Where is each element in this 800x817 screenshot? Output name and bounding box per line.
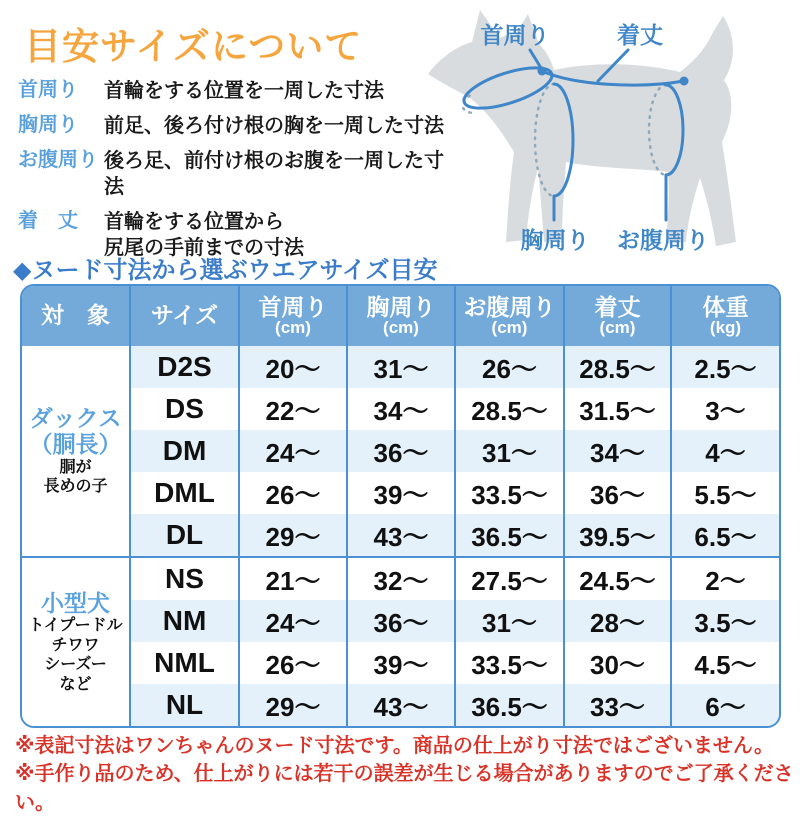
table-row xyxy=(22,557,779,600)
size-cell: NL xyxy=(130,684,239,726)
value-cell: 26〜 xyxy=(239,642,347,684)
value-cell: 24.5〜 xyxy=(564,557,671,600)
note-line: ※手作り品のため、仕上がりには若干の誤差が生じる場合がありますのでご了承ください。 xyxy=(15,763,794,814)
value-cell: 29〜 xyxy=(239,514,347,557)
table-header-row xyxy=(22,286,779,346)
dog-silhouette-image xyxy=(428,10,736,246)
value-cell: 2〜 xyxy=(671,557,779,600)
definition-row-neck xyxy=(18,78,448,104)
value-cell: 22〜 xyxy=(239,388,347,430)
back-length-start-dot xyxy=(538,67,547,76)
header-weight: 体重 (kg) xyxy=(671,286,779,346)
value-cell: 2.5〜 xyxy=(671,346,779,388)
value-cell: 36.5〜 xyxy=(455,684,564,726)
size-cell: NM xyxy=(130,600,239,642)
value-cell: 5.5〜 xyxy=(671,472,779,514)
table-row xyxy=(22,430,779,472)
definition-term: 首周り xyxy=(18,79,78,101)
value-cell: 36.5〜 xyxy=(455,514,564,557)
value-cell: 24〜 xyxy=(239,430,347,472)
size-table-title: ◆ヌード寸法から選ぶウエアサイズ目安 xyxy=(13,257,438,284)
value-cell: 6〜 xyxy=(671,684,779,726)
table-row xyxy=(22,514,779,557)
definition-desc-line1: 首輪をする位置から xyxy=(104,211,284,233)
table-row xyxy=(22,600,779,642)
value-cell: 39.5〜 xyxy=(564,514,671,557)
value-cell: 31〜 xyxy=(455,430,564,472)
value-cell: 28.5〜 xyxy=(564,346,671,388)
value-cell: 31〜 xyxy=(347,346,455,388)
value-cell: 31〜 xyxy=(455,600,564,642)
value-cell: 20〜 xyxy=(239,346,347,388)
definition-row-chest xyxy=(18,113,448,139)
value-cell: 27.5〜 xyxy=(455,557,564,600)
value-cell: 33〜 xyxy=(564,684,671,726)
definition-desc: 後ろ足、前付け根のお腹を一周した寸法 xyxy=(104,150,444,198)
back-length-label: 着丈 xyxy=(617,22,663,48)
value-cell: 36〜 xyxy=(347,600,455,642)
value-cell: 3〜 xyxy=(671,388,779,430)
measurement-definitions xyxy=(18,78,448,270)
value-cell: 30〜 xyxy=(564,642,671,684)
value-cell: 26〜 xyxy=(455,346,564,388)
value-cell: 28〜 xyxy=(564,600,671,642)
header-target: 対 象 xyxy=(22,286,130,346)
value-cell: 24〜 xyxy=(239,600,347,642)
header-neck: 首周り (cm) xyxy=(239,286,347,346)
value-cell: 29〜 xyxy=(239,684,347,726)
size-cell: NML xyxy=(130,642,239,684)
table-row xyxy=(22,388,779,430)
value-cell: 39〜 xyxy=(347,472,455,514)
definition-desc: 首輪をする位置を一周した寸法 xyxy=(104,80,384,102)
table-row xyxy=(22,684,779,726)
header-belly: お腹周り (cm) xyxy=(455,286,564,346)
value-cell: 36〜 xyxy=(347,430,455,472)
table-row xyxy=(22,642,779,684)
value-cell: 6.5〜 xyxy=(671,514,779,557)
neck-label: 首周り xyxy=(480,22,550,48)
value-cell: 36〜 xyxy=(564,472,671,514)
table-row xyxy=(22,472,779,514)
value-cell: 3.5〜 xyxy=(671,600,779,642)
definition-row-belly xyxy=(18,148,448,200)
value-cell: 28.5〜 xyxy=(455,388,564,430)
header-size: サイズ xyxy=(130,286,239,346)
value-cell: 39〜 xyxy=(347,642,455,684)
value-cell: 33.5〜 xyxy=(455,472,564,514)
value-cell: 31.5〜 xyxy=(564,388,671,430)
back-length-end-dot xyxy=(680,77,689,86)
note-line: ※表記寸法はワンちゃんのヌード寸法です。商品の仕上がり寸法ではございません。 xyxy=(15,735,775,757)
value-cell: 43〜 xyxy=(347,684,455,726)
size-table-container xyxy=(20,284,781,728)
definition-term: 着 丈 xyxy=(18,210,78,232)
header-chest: 胸周り (cm) xyxy=(347,286,455,346)
chest-label: 胸周り xyxy=(520,227,590,253)
value-cell: 32〜 xyxy=(347,557,455,600)
size-cell: D2S xyxy=(130,346,239,388)
group-cell-dachshund: ダックス （胴長） 胴が 長めの子 xyxy=(22,346,130,557)
value-cell: 43〜 xyxy=(347,514,455,557)
definition-desc-line2: 尻尾の手前までの寸法 xyxy=(104,237,304,259)
group-cell-small-dog: 小型犬 トイプードル チワワ シーズー など xyxy=(22,557,130,726)
header-length: 着丈 (cm) xyxy=(564,286,671,346)
page-title: 目安サイズについて xyxy=(24,26,363,67)
value-cell: 21〜 xyxy=(239,557,347,600)
size-cell: DM xyxy=(130,430,239,472)
value-cell: 26〜 xyxy=(239,472,347,514)
value-cell: 4.5〜 xyxy=(671,642,779,684)
value-cell: 33.5〜 xyxy=(455,642,564,684)
table-row xyxy=(22,346,779,388)
size-cell: DL xyxy=(130,514,239,557)
footer-notes xyxy=(15,732,800,817)
definition-term: 胸周り xyxy=(18,114,78,136)
size-cell: DS xyxy=(130,388,239,430)
belly-label: お腹周り xyxy=(617,227,709,253)
size-cell: DML xyxy=(130,472,239,514)
size-cell: NS xyxy=(130,557,239,600)
definition-term: お腹周り xyxy=(18,149,98,171)
definition-desc: 前足、後ろ付け根の胸を一周した寸法 xyxy=(104,115,444,137)
value-cell: 34〜 xyxy=(347,388,455,430)
dog-measurement-diagram xyxy=(418,0,798,272)
value-cell: 4〜 xyxy=(671,430,779,472)
value-cell: 34〜 xyxy=(564,430,671,472)
size-table xyxy=(22,286,779,726)
